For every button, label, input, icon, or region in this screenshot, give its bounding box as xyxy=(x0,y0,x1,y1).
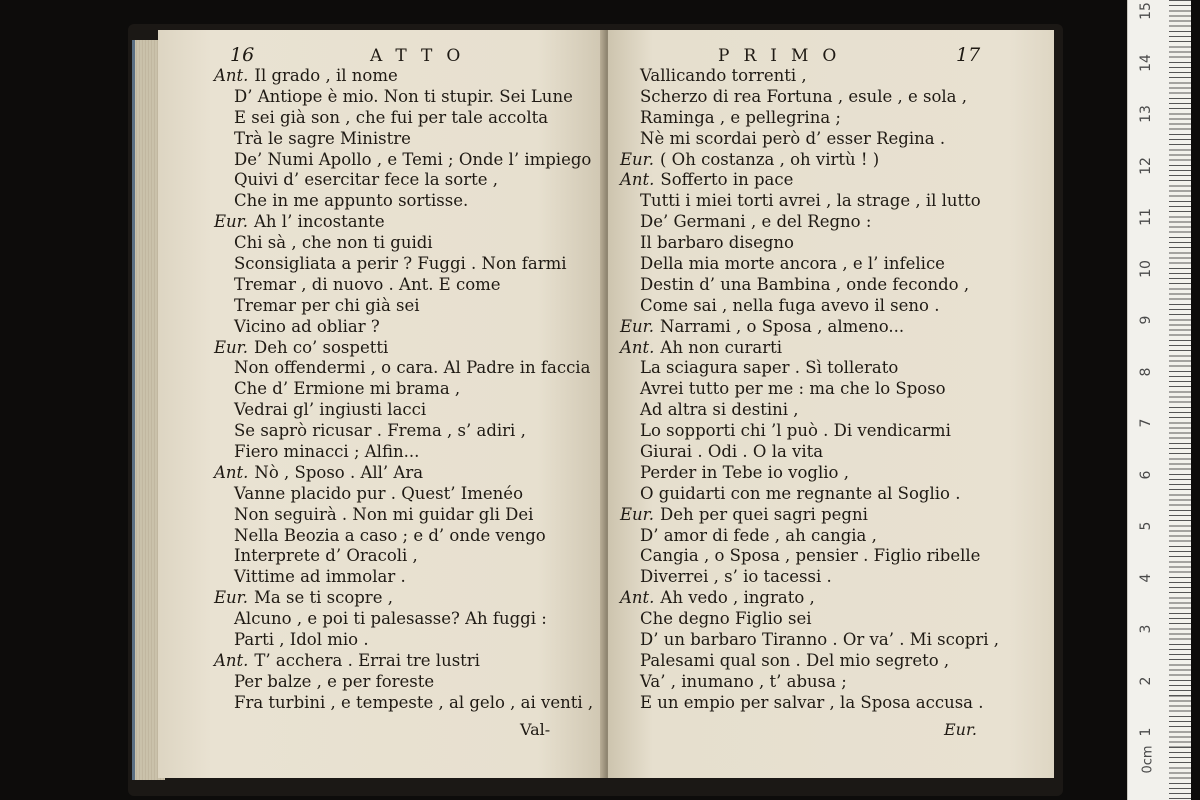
line-text: D’ Antiope è mio. Non ti stupir. Sei Lune xyxy=(234,86,573,106)
right-catchword: Eur. xyxy=(944,720,977,739)
text-line xyxy=(158,379,605,400)
text-line xyxy=(158,400,605,421)
line-text: Nò , Sposo . All’ Ara xyxy=(254,462,424,482)
line-text: Interprete d’ Oracoli , xyxy=(234,546,418,566)
ruler-number: 12 xyxy=(1138,156,1154,175)
text-line xyxy=(158,275,605,296)
text-line xyxy=(158,484,605,505)
speaker-label: Ant. xyxy=(214,66,249,85)
line-text: Tutti i miei torti avrei , la strage , il lutto xyxy=(640,191,981,211)
line-text: Tremar , di nuovo . Ant. E come xyxy=(234,274,501,294)
ruler-number: 10 xyxy=(1138,259,1154,278)
line-text: Deh co’ sospetti xyxy=(254,337,389,357)
ruler-number: 2 xyxy=(1138,676,1154,685)
text-line xyxy=(608,505,1054,526)
line-text: Va’ , inumano , t’ abusa ; xyxy=(640,671,847,691)
right-text-lines xyxy=(608,66,1054,714)
text-line xyxy=(158,651,605,672)
line-text: Fiero minacci ; Alfin... xyxy=(234,442,420,462)
line-text: E sei già son , che fui per tale accolta xyxy=(234,107,549,127)
line-text: Se saprò ricusar . Frema , s’ adiri , xyxy=(234,421,526,441)
text-line xyxy=(608,170,1054,191)
speaker-label: Eur. xyxy=(620,504,654,524)
text-line xyxy=(158,672,605,693)
speaker-label: Ant. xyxy=(620,588,655,608)
line-text: D’ amor di fede , ah cangia , xyxy=(640,525,877,545)
text-line xyxy=(158,254,605,275)
line-text: Palesami qual son . Del mio segreto , xyxy=(640,650,950,670)
ruler-number: 3 xyxy=(1138,624,1154,634)
line-text: Cangia , o Sposa , pensier . Figlio ribelle xyxy=(640,546,981,566)
line-text: Ad altra si destini , xyxy=(640,400,799,420)
ruler-number: 13 xyxy=(1138,105,1154,123)
line-text: Vanne placido pur . Quest’ Imenéo xyxy=(234,483,524,503)
text-line xyxy=(158,66,605,87)
text-line xyxy=(608,338,1054,359)
text-line xyxy=(608,609,1054,630)
text-line xyxy=(608,296,1054,317)
text-line xyxy=(158,546,605,567)
line-text: Non seguirà . Non mi guidar gli Dei xyxy=(234,504,534,524)
line-text: Il barbaro disegno xyxy=(640,233,794,253)
ruler-number: 11 xyxy=(1138,208,1154,226)
line-text: E un empio per salvar , la Sposa accusa . xyxy=(640,692,984,712)
line-text: Non offendermi , o cara. Al Padre in faccia xyxy=(234,358,591,378)
line-text: Della mia morte ancora , e l’ infelice xyxy=(640,254,945,274)
left-page-number: 16 xyxy=(230,44,255,66)
ruler-number: 6 xyxy=(1138,470,1154,479)
line-text: D’ un barbaro Tiranno . Or va’ . Mi scopri , xyxy=(640,630,999,650)
speaker-label: Ant. xyxy=(214,462,249,482)
measurement-ruler xyxy=(1127,0,1191,800)
ruler-number: 4 xyxy=(1138,573,1154,582)
line-text: Per balze , e per foreste xyxy=(234,671,435,691)
line-text: Nè mi scordai però d’ esser Regina . xyxy=(640,128,946,148)
text-line xyxy=(158,317,605,338)
line-text: Alcuno , e poi ti palesasse? Ah fuggi : xyxy=(234,609,547,629)
left-catchword: Val- xyxy=(520,720,551,739)
line-text: O guidarti con me regnante al Soglio . xyxy=(640,483,961,503)
text-line xyxy=(608,191,1054,212)
ruler-number: 8 xyxy=(1138,367,1154,376)
text-line xyxy=(158,296,605,317)
text-line xyxy=(158,170,605,191)
text-line xyxy=(158,588,605,609)
text-line xyxy=(158,87,605,108)
right-page xyxy=(608,30,1054,778)
text-line xyxy=(158,150,605,171)
text-line xyxy=(608,630,1054,651)
right-head-word: PRIMO xyxy=(718,46,851,66)
line-text: Destin d’ una Bambina , onde fecondo , xyxy=(640,274,970,294)
speaker-label: Eur. xyxy=(620,149,654,169)
text-line xyxy=(608,212,1054,233)
ruler-ticks xyxy=(1169,0,1191,800)
line-text: Che degno Figlio sei xyxy=(640,609,812,629)
text-line xyxy=(158,421,605,442)
line-text: Quivi d’ esercitar fece la sorte , xyxy=(234,170,498,190)
text-line xyxy=(608,108,1054,129)
text-line xyxy=(158,505,605,526)
text-line xyxy=(608,693,1054,714)
text-line xyxy=(158,212,605,233)
text-line xyxy=(608,567,1054,588)
text-line xyxy=(608,400,1054,421)
text-line xyxy=(158,338,605,359)
text-line xyxy=(608,66,1054,87)
line-text: Ma se ti scopre , xyxy=(254,588,393,608)
line-text: Nella Beozia a caso ; e d’ onde vengo xyxy=(234,525,546,545)
line-text: Ah l’ incostante xyxy=(254,212,385,232)
text-line xyxy=(158,191,605,212)
line-text: Tremar per chi già sei xyxy=(234,295,420,315)
line-text: Deh per quei sagri pegni xyxy=(660,504,868,524)
left-text-lines xyxy=(158,66,605,714)
line-text: Parti , Idol mio . xyxy=(234,630,369,650)
line-text: Perder in Tebe io voglio , xyxy=(640,462,849,482)
line-text: Fra turbini , e tempeste , al gelo , ai venti , xyxy=(234,692,594,712)
text-line xyxy=(158,630,605,651)
ruler-number: 15 xyxy=(1138,2,1154,20)
text-line xyxy=(158,358,605,379)
line-text: Vicino ad obliar ? xyxy=(234,316,380,336)
speaker-label: Eur. xyxy=(620,316,654,336)
line-text: ( Oh costanza , oh virtù ! ) xyxy=(660,149,880,169)
text-line xyxy=(608,546,1054,567)
text-line xyxy=(608,379,1054,400)
ruler-number: 14 xyxy=(1138,53,1154,72)
text-line xyxy=(158,129,605,150)
speaker-label: Eur. xyxy=(214,212,248,232)
left-page xyxy=(158,30,605,778)
text-line xyxy=(608,672,1054,693)
ruler-unit: 0cm xyxy=(1140,745,1156,774)
line-text: Diverrei , s’ io tacessi . xyxy=(640,567,832,587)
text-line xyxy=(158,108,605,129)
line-text: Ah non curarti xyxy=(660,337,783,357)
line-text: T’ acchera . Errai tre lustri xyxy=(254,650,480,670)
text-line xyxy=(158,693,605,714)
line-text: De’ Numi Apollo , e Temi ; Onde l’ impiego xyxy=(234,149,592,169)
ruler-number: 9 xyxy=(1138,315,1154,325)
line-text: Narrami , o Sposa , almeno... xyxy=(660,316,905,336)
line-text: Lo sopporti chi ’l può . Di vendicarmi xyxy=(640,421,951,441)
line-text: Chi sà , che non ti guidi xyxy=(234,233,433,253)
text-line xyxy=(608,233,1054,254)
line-text: Scherzo di rea Fortuna , esule , e sola , xyxy=(640,86,967,106)
text-line xyxy=(608,651,1054,672)
right-page-number: 17 xyxy=(956,44,981,66)
text-line xyxy=(158,526,605,547)
ruler-number: 1 xyxy=(1138,727,1154,737)
text-line xyxy=(608,87,1054,108)
left-head-word: ATTO xyxy=(370,46,475,66)
text-line xyxy=(158,463,605,484)
ruler-number: 5 xyxy=(1138,521,1154,531)
text-line xyxy=(608,275,1054,296)
speaker-label: Eur. xyxy=(214,337,248,357)
text-line xyxy=(608,358,1054,379)
line-text: Vedrai gl’ ingiusti lacci xyxy=(234,400,427,420)
line-text: Avrei tutto per me : ma che lo Sposo xyxy=(640,379,946,399)
text-line xyxy=(608,588,1054,609)
text-line xyxy=(608,526,1054,547)
speaker-label: Ant. xyxy=(214,650,249,670)
speaker-label: Ant. xyxy=(620,170,655,190)
line-text: Raminga , e pellegrina ; xyxy=(640,107,841,127)
line-text: La sciagura saper . Sì tollerato xyxy=(640,358,899,378)
text-line xyxy=(608,254,1054,275)
text-line xyxy=(158,442,605,463)
text-line xyxy=(608,421,1054,442)
text-line xyxy=(608,484,1054,505)
line-text: Vallicando torrenti , xyxy=(640,66,807,85)
text-line xyxy=(158,233,605,254)
line-text: Come sai , nella fuga avevo il seno . xyxy=(640,295,940,315)
text-line xyxy=(158,609,605,630)
line-text: Ah vedo , ingrato , xyxy=(660,588,815,608)
line-text: De’ Germani , e del Regno : xyxy=(640,212,872,232)
line-text: Che in me appunto sortisse. xyxy=(234,191,469,211)
line-text: Trà le sagre Ministre xyxy=(234,128,411,148)
text-line xyxy=(608,442,1054,463)
speaker-label: Eur. xyxy=(214,588,248,608)
line-text: Sconsigliata a perir ? Fuggi . Non farmi xyxy=(234,254,567,274)
text-line xyxy=(158,567,605,588)
line-text: Vittime ad immolar . xyxy=(234,567,406,587)
line-text: Sofferto in pace xyxy=(660,170,794,190)
text-line xyxy=(608,317,1054,338)
line-text: Il grado , il nome xyxy=(254,66,398,85)
line-text: Giurai . Odi . O la vita xyxy=(640,442,824,462)
text-line xyxy=(608,463,1054,484)
ruler-number: 7 xyxy=(1138,418,1154,428)
text-line xyxy=(608,129,1054,150)
speaker-label: Ant. xyxy=(620,337,655,357)
line-text: Che d’ Ermione mi brama , xyxy=(234,379,461,399)
text-line xyxy=(608,150,1054,171)
